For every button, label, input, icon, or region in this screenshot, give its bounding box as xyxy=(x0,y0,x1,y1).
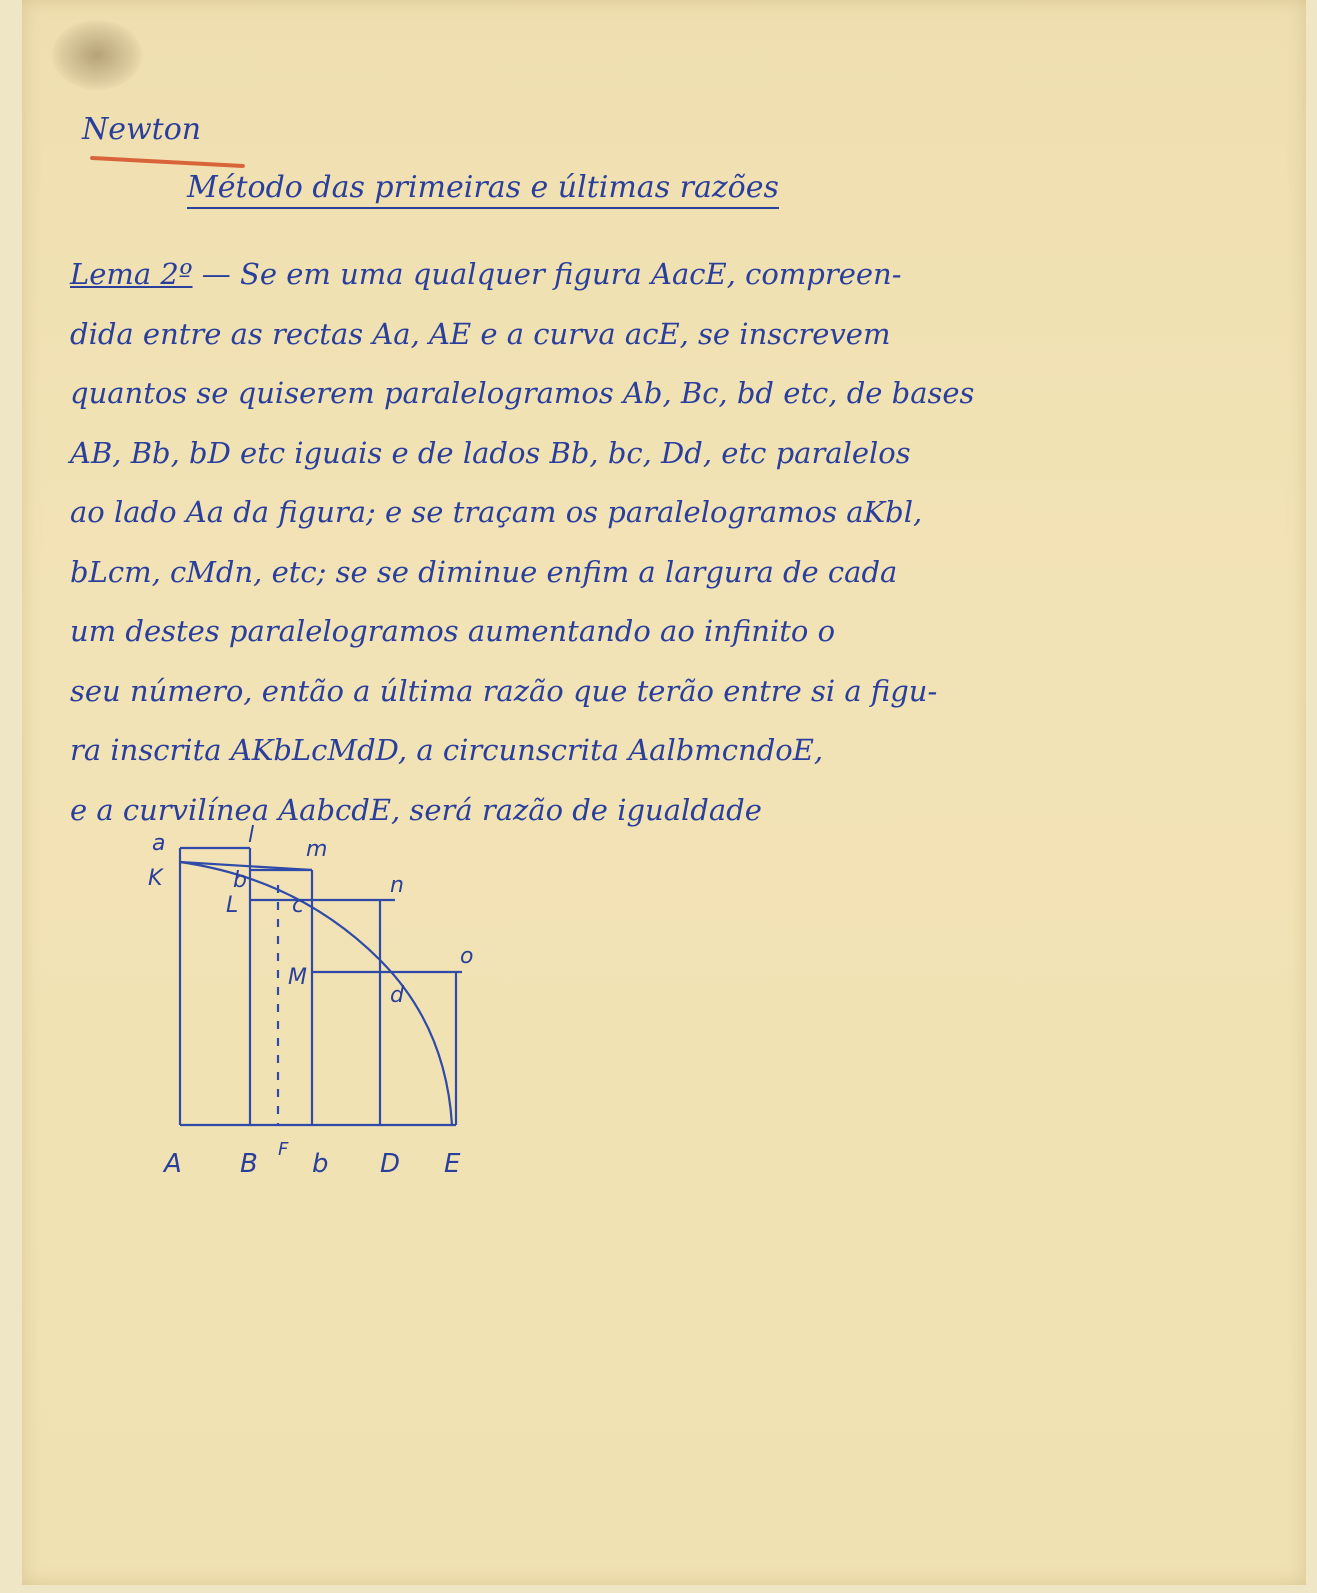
label-c: c xyxy=(292,893,305,918)
label-B: B xyxy=(240,1149,258,1179)
label-A: A xyxy=(164,1149,182,1179)
diagram-lines xyxy=(180,848,462,1125)
section-subtitle: Método das primeiras e últimas razões xyxy=(187,170,779,209)
label-F: F xyxy=(278,1139,289,1160)
label-o: o xyxy=(460,944,474,969)
label-E: E xyxy=(444,1149,461,1179)
curve-acE xyxy=(180,862,452,1125)
lemma-line: AB, Bb, bD etc iguais e de lados Bb, bc, Dd, etc paralelos xyxy=(70,435,911,470)
lemma-line: seu número, então a última razão que terão entre si a figu- xyxy=(70,673,938,708)
lemma-line: bLcm, cMdn, etc; se se diminue enfim a largura de cada xyxy=(70,554,898,589)
label-m: m xyxy=(306,837,328,862)
label-n: n xyxy=(390,873,404,898)
label-d: d xyxy=(390,983,404,1008)
author-heading: Newton xyxy=(82,112,202,147)
label-D: D xyxy=(380,1149,401,1179)
lemma-line-text: — Se em uma qualquer figura AacE, compreen- xyxy=(192,257,902,291)
label-b: b xyxy=(233,868,247,893)
lemma-line: e a curvilínea AabcdE, será razão de igualdade xyxy=(70,792,762,827)
lemma-line: ra inscrita AKbLcMdD, a circunscrita AalbmcndoE, xyxy=(70,733,824,767)
label-a: a xyxy=(152,831,166,856)
lemma-line: ao lado Aa da figura; e se traçam os paralelogramos aKbl, xyxy=(70,495,923,529)
label-L: L xyxy=(226,893,239,918)
lemma-line: quantos se quiserem paralelogramos Ab, Bc, bd etc, de bases xyxy=(70,376,975,410)
label-M: M xyxy=(288,965,307,990)
lemma-label: Lema 2º xyxy=(70,257,193,291)
label-b-base: b xyxy=(312,1149,329,1179)
label-l: l xyxy=(248,823,255,848)
lemma-line: dida entre as rectas Aa, AE e a curva acE, se inscrevem xyxy=(70,316,891,351)
label-K: K xyxy=(148,866,163,891)
lemma-line: um destes paralelogramos aumentando ao infinito o xyxy=(70,614,836,648)
